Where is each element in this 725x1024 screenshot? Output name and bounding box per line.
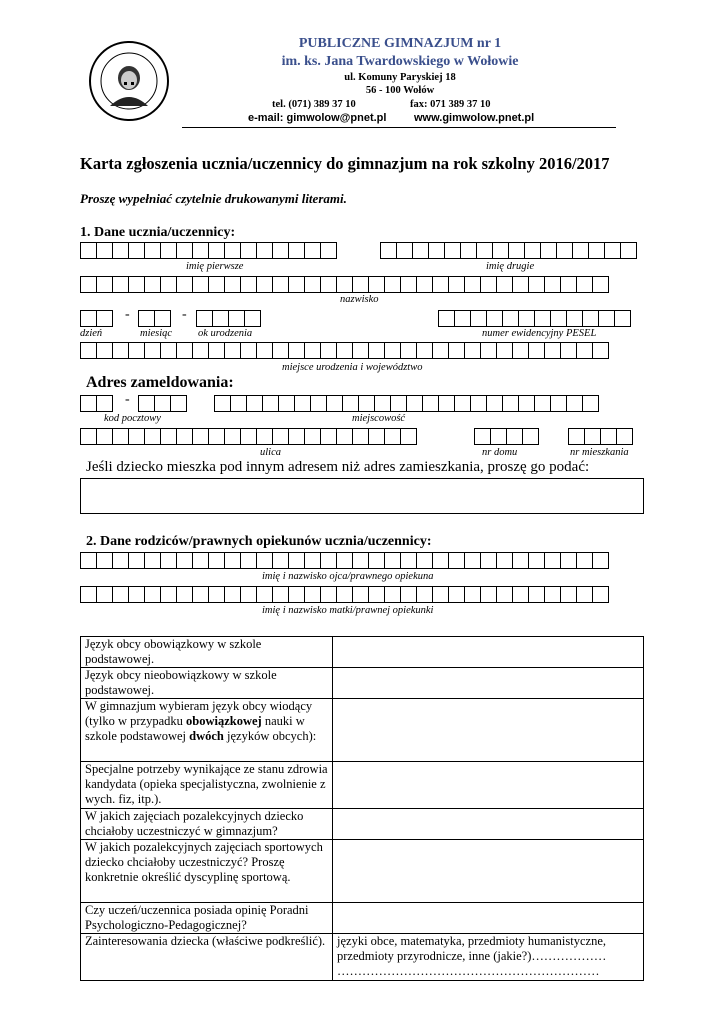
question-cell: W jakich zajęciach pozalekcyjnych dziecko chciałoby uczestniczyć w gimnazjum? [81,809,333,840]
answer-cell[interactable] [333,840,644,903]
answer-cell[interactable] [333,668,644,699]
mother-name-label: imię i nazwisko matki/prawnej opiekunki [262,605,434,616]
form-title: Karta zgłoszenia ucznia/uczennicy do gimnazjum na rok szkolny 2016/2017 [80,154,610,173]
pesel-label: numer ewidencyjny PESEL [482,328,597,339]
second-name-boxes[interactable] [380,242,637,259]
dash: - [125,392,130,407]
address-heading: Adres zameldowania: [86,374,234,391]
first-name-label: imię pierwsze [186,261,244,272]
father-name-label: imię i nazwisko ojca/prawnego opiekuna [262,571,434,582]
school-logo [88,40,170,122]
answer-cell[interactable] [333,637,644,668]
question-cell: Czy uczeń/uczennica posiada opinię Poradni Psychologiczno-Pedagogicznej? [81,903,333,934]
first-name-boxes[interactable] [80,242,337,259]
school-name: PUBLICZNE GIMNAZJUM nr 1 [298,36,502,51]
answer-cell[interactable] [333,699,644,762]
question-cell: W jakich pozalekcyjnych zajęciach sportowych dziecko chciałoby uczestniczyć? Proszę konkretnie określić dyscyplinę sportową. [81,840,333,903]
section2-heading: 2. Dane rodziców/prawnych opiekunów ucznia/uczennicy: [86,534,432,549]
school-email: e-mail: gimwolow@pnet.pl [248,112,387,124]
birthplace-boxes[interactable] [80,342,609,359]
question-cell: Język obcy nieobowiązkowy w szkole podstawowej. [81,668,333,699]
month-label: miesiąc [140,328,173,339]
school-fax: fax: 071 389 37 10 [410,99,491,110]
answer-cell[interactable] [333,903,644,934]
surname-label: nazwisko [340,294,379,305]
house-no-boxes[interactable] [474,428,539,445]
answer-cell[interactable]: języki obce, matematyka, przedmioty humanistyczne, przedmioty przyrodnicze, inne (jakie?)……………… ……………………………………………………… [333,934,644,981]
table-row [81,699,644,762]
table-row [81,809,644,840]
day-boxes[interactable] [80,310,113,327]
table-row [81,668,644,699]
school-phone: tel. (071) 389 37 10 [272,99,356,110]
postal-code-boxes-1[interactable] [80,395,113,412]
school-street: ul. Komuny Paryskiej 18 [344,72,456,83]
street-label: ulica [260,447,281,458]
pesel-boxes[interactable] [438,310,631,327]
table-row [81,637,644,668]
table-row [81,934,644,981]
section1-heading: 1. Dane ucznia/uczennicy: [80,225,236,240]
dash: - [182,307,187,322]
street-boxes[interactable] [80,428,417,445]
city-boxes[interactable] [214,395,599,412]
flat-no-label: nr mieszkania [570,447,629,458]
school-postal: 56 - 100 Wołów [365,85,435,96]
father-name-boxes[interactable] [80,552,609,569]
table-row [81,903,644,934]
table-row [81,840,644,903]
postal-code-boxes-2[interactable] [138,395,187,412]
city-label: miejscowość [352,413,406,424]
form-instruction: Proszę wypełniać czytelnie drukowanymi literami. [80,191,347,206]
other-address-field[interactable] [80,478,644,514]
school-patron: im. ks. Jana Twardowskiego w Wołowie [281,54,519,69]
second-name-label: imię drugie [486,261,535,272]
day-label: dzień [80,328,103,339]
other-address-label: Jeśli dziecko mieszka pod innym adresem niż adres zamieszkania, proszę go podać: [86,459,590,475]
postal-code-label: kod pocztowy [104,413,161,424]
birthplace-label: miejsce urodzenia i województwo [282,362,423,373]
dash: - [125,307,130,322]
mother-name-boxes[interactable] [80,586,609,603]
answer-cell[interactable] [333,762,644,809]
year-label: ok urodzenia [198,328,253,339]
school-website: www.gimwolow.pnet.pl [414,112,535,124]
flat-no-boxes[interactable] [568,428,633,445]
info-table [80,636,644,981]
answer-cell[interactable] [333,809,644,840]
question-cell: Zainteresowania dziecka (właściwe podkreślić). [81,934,333,981]
month-boxes[interactable] [138,310,171,327]
question-cell: Język obcy obowiązkowy w szkole podstawowej. [81,637,333,668]
surname-boxes[interactable] [80,276,609,293]
question-cell: Specjalne potrzeby wynikające ze stanu zdrowia kandydata (opieka specjalistyczna, zwolnienie z wych. fiz, itp.). [81,762,333,809]
table-row [81,762,644,809]
question-cell: W gimnazjum wybieram język obcy wiodący (tylko w przypadku obowiązkowej nauki w szkole podstawowej dwóch języków obcych): [81,699,333,762]
year-boxes[interactable] [196,310,261,327]
house-no-label: nr domu [482,447,518,458]
header-rule [182,127,616,128]
